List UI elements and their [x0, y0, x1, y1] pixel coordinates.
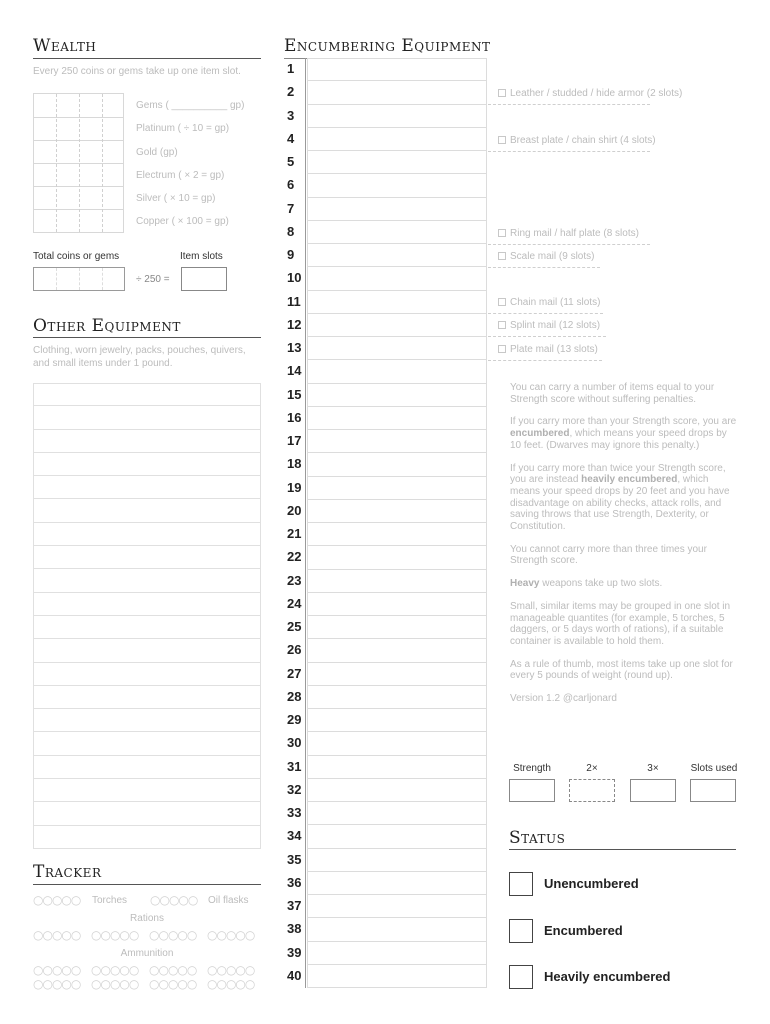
slot-number: 11 [287, 293, 301, 309]
other-equipment-row[interactable] [33, 569, 261, 592]
slot-number: 29 [287, 712, 302, 727]
encumbering-slot[interactable] [283, 779, 487, 802]
encumbering-slot[interactable] [283, 174, 487, 197]
tracker-title: Tracker [33, 862, 102, 882]
oil-flasks-tracker[interactable]: ○○○○○ [150, 893, 198, 907]
version-credit: Version 1.2 @carljonard [510, 693, 617, 705]
other-equipment-list [33, 383, 261, 849]
ammo-tracker-2[interactable]: ○○○○○ [91, 963, 139, 977]
rations-tracker-1[interactable]: ○○○○○ [33, 928, 81, 942]
total-coins-label: Total coins or gems [33, 251, 120, 262]
armor-splint-mail-dash [488, 336, 606, 337]
other-equipment-row[interactable] [33, 732, 261, 755]
armor-splint-mail[interactable] [498, 320, 600, 331]
slot-cell[interactable] [307, 128, 487, 151]
encumbering-slot[interactable] [283, 825, 487, 848]
encumbering-slot[interactable] [283, 639, 487, 662]
slots-used-label: Slots used [690, 763, 738, 774]
slot-number: 4 [287, 130, 295, 146]
encumbering-slot[interactable] [283, 709, 487, 732]
other-equipment-row[interactable] [33, 686, 261, 709]
slot-cell[interactable] [307, 523, 487, 546]
rule-grouping: Small, similar items may be grouped in one slot in manageable quantites (for example, 5 torches, 5 daggers, or 5 days worth of rations), if a suitable container is available to hold them. [510, 600, 731, 647]
armor-scale-mail[interactable] [498, 251, 594, 262]
other-equipment-row[interactable] [33, 616, 261, 639]
encumbering-slot[interactable] [283, 546, 487, 569]
slot-cell[interactable] [307, 430, 487, 453]
encumbering-slot[interactable] [283, 663, 487, 686]
encumbering-slot[interactable] [283, 756, 487, 779]
heavily-encumbered-checkbox[interactable] [509, 965, 533, 989]
slot-number: 1 [287, 61, 295, 76]
encumbering-slot[interactable] [283, 895, 487, 918]
slot-number: 14 [287, 363, 302, 379]
slot-number: 40 [287, 967, 302, 983]
encumbering-slot[interactable] [283, 802, 487, 825]
encumbering-slot[interactable] [283, 81, 487, 104]
armor-ring-mail-checkbox[interactable] [498, 229, 506, 237]
slot-cell[interactable] [307, 663, 487, 686]
armor-leather-label: Leather / studded / hide armor (2 slots) [510, 88, 683, 99]
ammunition-label: Ammunition [120, 948, 174, 959]
armor-scale-mail-dash [488, 267, 600, 268]
slot-cell[interactable] [307, 105, 487, 128]
encumbering-slot[interactable] [283, 732, 487, 755]
rule-heavily-encumbered: If you carry more than twice your Strength score, you are instead heavily encumbered, which means your speed drops by 20 feet and you have disadvantage on ability checks, attack rolls, and saving throws that use Strength, Dexterity, or Constitution. [510, 462, 730, 533]
slots-used-box[interactable] [690, 779, 736, 802]
slot-number: 28 [287, 688, 302, 704]
encumbering-slot[interactable] [283, 151, 487, 174]
slot-number: 7 [287, 200, 295, 216]
slot-number: 19 [287, 479, 302, 495]
encumbering-slot[interactable] [283, 221, 487, 244]
armor-leather-checkbox[interactable] [498, 89, 506, 97]
encumbering-slot[interactable] [283, 686, 487, 709]
slot-number: 26 [287, 642, 302, 658]
oil-flasks-label: Oil flasks [208, 895, 249, 906]
armor-chain-mail[interactable] [498, 297, 600, 308]
torches-tracker[interactable]: ○○○○○ [33, 893, 81, 907]
ammo-tracker-7[interactable]: ○○○○○ [149, 977, 197, 991]
encumbering-slot[interactable] [283, 593, 487, 616]
slot-cell[interactable] [307, 58, 487, 81]
slot-cell[interactable] [307, 686, 487, 709]
slot-cell[interactable] [307, 616, 487, 639]
slot-number: 36 [287, 874, 302, 890]
slot-cell[interactable] [307, 918, 487, 941]
armor-plate-mail-checkbox[interactable] [498, 345, 506, 353]
slot-number: 27 [287, 665, 302, 681]
slot-cell[interactable] [307, 453, 487, 476]
armor-splint-mail-label: Splint mail (12 slots) [510, 320, 601, 331]
slot-number: 24 [287, 595, 302, 611]
slot-cell[interactable] [307, 756, 487, 779]
slot-cell[interactable] [307, 942, 487, 965]
armor-breastplate-label: Breast plate / chain shirt (4 slots) [510, 135, 656, 146]
encumbering-slot[interactable] [283, 872, 487, 895]
armor-chain-mail-checkbox[interactable] [498, 298, 506, 306]
slot-cell[interactable] [307, 500, 487, 523]
encumbering-slot[interactable] [283, 965, 487, 988]
slot-cell[interactable] [307, 337, 487, 360]
other-equipment-row[interactable] [33, 802, 261, 825]
slot-number-divider [305, 58, 306, 988]
encumbering-slot[interactable] [283, 314, 487, 337]
slot-number: 39 [287, 944, 302, 960]
rations-tracker-3[interactable]: ○○○○○ [149, 928, 197, 942]
coin-copper-label: Copper ( × 100 = gp) [136, 216, 229, 227]
slot-number: 38 [287, 921, 302, 937]
armor-ring-mail[interactable] [498, 228, 639, 239]
encumbering-slot-list [283, 58, 487, 988]
ammo-tracker-6[interactable]: ○○○○○ [91, 977, 139, 991]
triple-box[interactable] [630, 779, 676, 802]
coin-gold-label: Gold (gp) [136, 147, 178, 158]
ammo-tracker-5[interactable]: ○○○○○ [33, 977, 81, 991]
double-box[interactable] [569, 779, 615, 802]
item-slots-box[interactable] [181, 267, 227, 291]
armor-breastplate-checkbox[interactable] [498, 136, 506, 144]
other-equipment-row[interactable] [33, 383, 261, 406]
encumbering-slot[interactable] [283, 105, 487, 128]
other-equipment-row[interactable] [33, 546, 261, 569]
slot-cell[interactable] [307, 802, 487, 825]
slot-cell[interactable] [307, 477, 487, 500]
slot-cell[interactable] [307, 267, 487, 290]
slot-cell[interactable] [307, 709, 487, 732]
coin-electrum-label: Electrum ( × 2 = gp) [136, 170, 225, 181]
rations-tracker-4[interactable]: ○○○○○ [207, 928, 255, 942]
slot-number: 18 [287, 456, 302, 472]
encumbered-label: Encumbered [544, 923, 623, 938]
coin-silver-label: Silver ( × 10 = gp) [136, 193, 216, 204]
armor-leather-dash [488, 104, 650, 105]
slot-cell[interactable] [307, 384, 487, 407]
rations-tracker-2[interactable]: ○○○○○ [91, 928, 139, 942]
encumbering-slot[interactable] [283, 337, 487, 360]
encumbering-slot[interactable] [283, 849, 487, 872]
encumbering-slot[interactable] [283, 198, 487, 221]
slot-number: 22 [287, 549, 302, 565]
encumbering-slot[interactable] [283, 128, 487, 151]
status-title: Status [509, 828, 566, 848]
slot-number: 34 [287, 828, 302, 844]
encumbering-slot[interactable] [283, 384, 487, 407]
encumbering-slot[interactable] [283, 500, 487, 523]
slot-cell[interactable] [307, 546, 487, 569]
armor-breastplate[interactable] [498, 135, 656, 146]
ammo-tracker-3[interactable]: ○○○○○ [149, 963, 197, 977]
slot-cell[interactable] [307, 244, 487, 267]
encumbering-slot[interactable] [283, 918, 487, 941]
rations-label: Rations [130, 913, 164, 924]
slot-cell[interactable] [307, 81, 487, 104]
slot-cell[interactable] [307, 291, 487, 314]
rule-thumb: As a rule of thumb, most items take up one slot for every 5 pounds of weight (round up). [510, 658, 733, 682]
other-equipment-row[interactable] [33, 826, 261, 849]
slot-cell[interactable] [307, 593, 487, 616]
item-slots-label: Item slots [180, 251, 223, 262]
armor-chain-mail-dash [488, 313, 603, 314]
armor-ring-mail-label: Ring mail / half plate (8 slots) [510, 228, 639, 239]
armor-splint-mail-checkbox[interactable] [498, 321, 506, 329]
other-equipment-row[interactable] [33, 663, 261, 686]
slot-number: 6 [287, 177, 295, 193]
armor-plate-mail-label: Plate mail (13 slots) [510, 344, 598, 355]
triple-label: 3× [647, 763, 659, 774]
slot-cell[interactable] [307, 965, 487, 988]
encumbering-slot[interactable] [283, 244, 487, 267]
ammo-tracker-4[interactable]: ○○○○○ [207, 963, 255, 977]
armor-plate-mail[interactable] [498, 344, 598, 355]
slot-cell[interactable] [307, 732, 487, 755]
slot-number: 2 [287, 84, 295, 100]
slot-number: 15 [287, 386, 302, 402]
encumbering-slot[interactable] [283, 430, 487, 453]
armor-leather[interactable] [498, 88, 682, 99]
encumbering-slot[interactable] [283, 58, 487, 81]
status-rule [509, 849, 736, 850]
encumbrance-rules [510, 382, 740, 716]
slot-cell[interactable] [307, 174, 487, 197]
other-equipment-rule [33, 337, 261, 338]
slot-number: 17 [287, 433, 302, 448]
other-equipment-row[interactable] [33, 523, 261, 546]
other-equipment-row[interactable] [33, 593, 261, 616]
wealth-grid[interactable] [33, 93, 124, 233]
slot-number: 21 [287, 526, 302, 541]
ammo-tracker-1[interactable]: ○○○○○ [33, 963, 81, 977]
slot-cell[interactable] [307, 895, 487, 918]
other-equipment-note-1: Clothing, worn jewelry, packs, pouches, quivers, [33, 345, 246, 356]
rule-encumbered: If you carry more than your Strength score, you are encumbered, which means your speed drops by 10 feet. (Dwarves may ignore this penalty.) [510, 416, 737, 451]
unencumbered-label: Unencumbered [544, 876, 639, 891]
armor-scale-mail-checkbox[interactable] [498, 252, 506, 260]
other-equipment-row[interactable] [33, 709, 261, 732]
slot-number: 32 [287, 781, 302, 797]
rule-heavy-weapons: Heavy weapons take up two slots. [510, 578, 663, 590]
ammo-tracker-8[interactable]: ○○○○○ [207, 977, 255, 991]
armor-ring-mail-dash [488, 244, 650, 245]
encumbering-slot[interactable] [283, 616, 487, 639]
rule-max-carry: You cannot carry more than three times your Strength score. [510, 543, 707, 567]
encumbering-title: Encumbering Equipment [284, 36, 491, 56]
slot-cell[interactable] [307, 779, 487, 802]
encumbering-slot[interactable] [283, 570, 487, 593]
slot-number: 31 [287, 758, 302, 774]
other-equipment-row[interactable] [33, 430, 261, 453]
torches-label: Torches [92, 895, 128, 906]
armor-plate-mail-dash [488, 360, 602, 361]
slot-number: 12 [287, 316, 302, 332]
encumbered-checkbox[interactable] [509, 919, 533, 943]
wealth-rule [33, 58, 261, 59]
slot-number: 16 [287, 409, 302, 425]
slot-number: 9 [287, 247, 295, 262]
other-equipment-title: Other Equipment [33, 316, 181, 336]
unencumbered-checkbox[interactable] [509, 872, 533, 896]
slot-number: 30 [287, 735, 302, 751]
encumbering-slot[interactable] [283, 407, 487, 430]
slot-cell[interactable] [307, 360, 487, 383]
strength-box[interactable] [509, 779, 555, 802]
slot-cell[interactable] [307, 221, 487, 244]
slot-cell[interactable] [307, 872, 487, 895]
encumbering-slot[interactable] [283, 360, 487, 383]
slot-cell[interactable] [307, 407, 487, 430]
other-equipment-note-2: and small items under 1 pound. [33, 358, 173, 369]
slot-cell[interactable] [307, 825, 487, 848]
wealth-note: Every 250 coins or gems take up one item slot. [33, 66, 241, 77]
double-label: 2× [586, 763, 598, 774]
slot-number: 3 [287, 107, 295, 123]
other-equipment-row[interactable] [33, 779, 261, 802]
divide-label: ÷ 250 = [136, 274, 170, 285]
other-equipment-row[interactable] [33, 639, 261, 662]
encumbering-slot[interactable] [283, 267, 487, 290]
other-equipment-row[interactable] [33, 756, 261, 779]
other-equipment-row[interactable] [33, 406, 261, 429]
slot-cell[interactable] [307, 849, 487, 872]
total-coins-box[interactable] [33, 267, 125, 291]
slot-number: 5 [287, 154, 295, 169]
slot-number: 37 [287, 898, 302, 913]
other-equipment-row[interactable] [33, 453, 261, 476]
heavily-encumbered-label: Heavily encumbered [544, 969, 671, 984]
rule-capacity: You can carry a number of items equal to your Strength score without suffering penalties. [510, 382, 715, 405]
strength-label: Strength [513, 763, 551, 774]
armor-scale-mail-label: Scale mail (9 slots) [510, 251, 595, 262]
slot-number: 10 [287, 270, 302, 286]
encumbering-slot[interactable] [283, 453, 487, 476]
tracker-rule [33, 884, 261, 885]
slot-number: 35 [287, 851, 302, 867]
other-equipment-row[interactable] [33, 499, 261, 522]
slot-number: 25 [287, 619, 302, 634]
coin-gems-label: Gems ( __________ gp) [136, 100, 245, 111]
armor-chain-mail-label: Chain mail (11 slots) [510, 297, 601, 308]
encumbering-slot[interactable] [283, 523, 487, 546]
coin-platinum-label: Platinum ( ÷ 10 = gp) [136, 123, 230, 134]
encumbering-slot[interactable] [283, 291, 487, 314]
armor-breastplate-dash [488, 151, 650, 152]
slot-cell[interactable] [307, 639, 487, 662]
slot-cell[interactable] [307, 198, 487, 221]
wealth-title: Wealth [33, 36, 97, 56]
slot-cell[interactable] [307, 314, 487, 337]
slot-number: 33 [287, 805, 302, 820]
slot-number: 8 [287, 223, 295, 239]
slot-number: 23 [287, 572, 302, 588]
other-equipment-row[interactable] [33, 476, 261, 499]
slot-cell[interactable] [307, 570, 487, 593]
slot-cell[interactable] [307, 151, 487, 174]
slot-number: 13 [287, 340, 302, 355]
slot-number: 20 [287, 502, 302, 518]
encumbering-slot[interactable] [283, 477, 487, 500]
encumbering-slot[interactable] [283, 942, 487, 965]
